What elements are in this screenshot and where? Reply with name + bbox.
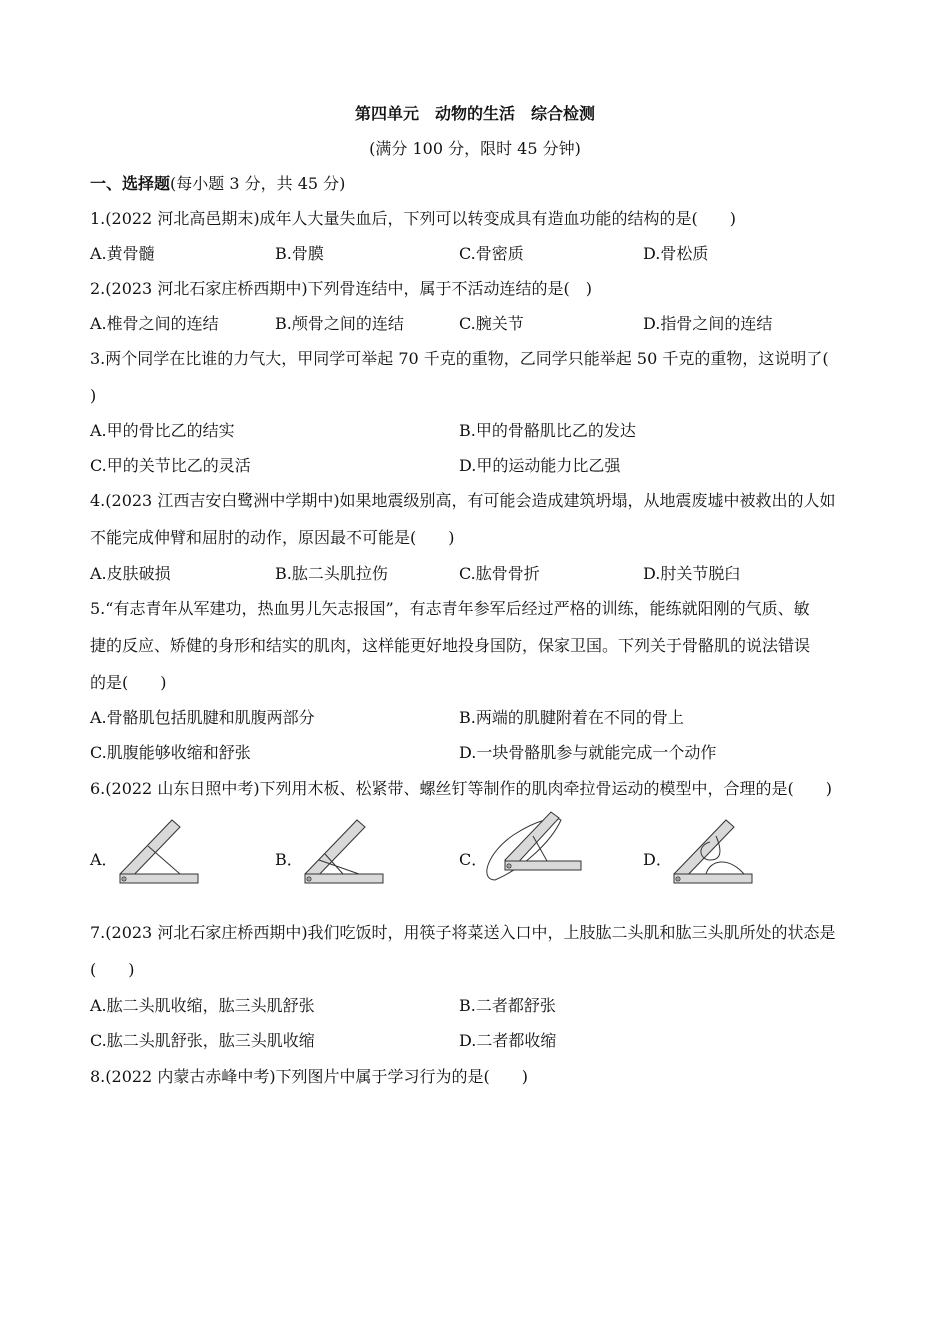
question-7-option-b: B.二者都舒张 bbox=[459, 996, 556, 1015]
question-6-option-b-figure bbox=[297, 816, 389, 890]
question-5-stem-line-3: 的是( ) bbox=[90, 673, 167, 692]
question-6-option-a-label: A． bbox=[90, 850, 118, 869]
section-note: (每小题 3 分，共 45 分) bbox=[170, 174, 346, 193]
question-4-option-d: D.肘关节脱臼 bbox=[643, 564, 741, 583]
question-5-option-b: B.两端的肌腱附着在不同的骨上 bbox=[459, 708, 684, 727]
question-7-stem-line-2: ( ) bbox=[90, 960, 135, 979]
question-6-stem: 6.(2022 山东日照中考)下列用木板、松紧带、螺丝钉等制作的肌肉牵拉骨运动的模型中，合理的是( ) bbox=[90, 779, 833, 798]
question-3-stem-line-2: ) bbox=[90, 386, 97, 405]
question-6-option-c-figure bbox=[481, 806, 587, 890]
question-7-option-c: C.肱二头肌舒张，肱三头肌收缩 bbox=[90, 1031, 315, 1050]
question-6-option-b-label: B． bbox=[275, 850, 303, 869]
question-1-stem: 1.(2022 河北高邑期末)成年人大量失血后，下列可以转变成具有造血功能的结构的是( ) bbox=[90, 209, 737, 228]
question-8-stem: 8.(2022 内蒙古赤峰中考)下列图片中属于学习行为的是( ) bbox=[90, 1067, 529, 1086]
question-6-option-d-label: D． bbox=[643, 850, 672, 869]
question-5-stem-line-1: 5.“有志青年从军建功，热血男儿矢志报国”，有志青年参军后经过严格的训练，能练就阳刚的气质、敏 bbox=[90, 599, 810, 618]
question-1-option-c: C.骨密质 bbox=[459, 244, 524, 263]
question-1-option-a: A.黄骨髓 bbox=[90, 244, 155, 263]
question-7-option-d: D.二者都收缩 bbox=[459, 1031, 557, 1050]
question-2-option-a: A.椎骨之间的连结 bbox=[90, 314, 219, 333]
question-5-option-c: C.肌腹能够收缩和舒张 bbox=[90, 743, 251, 762]
question-4-option-c: C.肱骨骨折 bbox=[459, 564, 540, 583]
question-6-option-a-figure bbox=[112, 816, 204, 890]
page-subtitle: (满分 100 分，限时 45 分钟) bbox=[369, 139, 581, 158]
question-4-option-a: A.皮肤破损 bbox=[90, 564, 171, 583]
question-5-option-a: A.骨骼肌包括肌腱和肌腹两部分 bbox=[90, 708, 315, 727]
question-2-option-d: D.指骨之间的连结 bbox=[643, 314, 773, 333]
question-6-option-d-figure bbox=[666, 816, 758, 890]
question-7-stem-line-1: 7.(2023 河北石家庄桥西期中)我们吃饭时，用筷子将菜送入口中，上肢肱二头肌和肱三头肌所处的状态是 bbox=[90, 923, 836, 942]
question-4-stem-line-2: 不能完成伸臂和屈肘的动作，原因最不可能是( ) bbox=[90, 528, 455, 547]
question-2-stem: 2.(2023 河北石家庄桥西期中)下列骨连结中，属于不活动连结的是( ) bbox=[90, 279, 593, 298]
question-3-option-b: B.甲的骨骼肌比乙的发达 bbox=[459, 421, 636, 440]
page-title: 第四单元 动物的生活 综合检测 bbox=[354, 104, 595, 123]
question-5-stem-line-2: 捷的反应、矫健的身形和结实的肌肉，这样能更好地投身国防，保家卫国。下列关于骨骼肌的说法错误 bbox=[90, 636, 811, 655]
question-6-option-c-label: C． bbox=[459, 850, 488, 869]
question-7-option-a: A.肱二头肌收缩，肱三头肌舒张 bbox=[90, 996, 315, 1015]
question-3-option-c: C.甲的关节比乙的灵活 bbox=[90, 456, 251, 475]
section-title: 一、选择题 bbox=[90, 174, 171, 193]
question-2-option-c: C.腕关节 bbox=[459, 314, 524, 333]
question-1-option-b: B.骨膜 bbox=[275, 244, 324, 263]
question-3-stem-line-1: 3.两个同学在比谁的力气大，甲同学可举起 70 千克的重物，乙同学只能举起 50 千克的重物，这说明了( bbox=[90, 349, 829, 368]
question-3-option-a: A.甲的骨比乙的结实 bbox=[90, 421, 235, 440]
question-4-stem-line-1: 4.(2023 江西吉安白鹭洲中学期中)如果地震级别高，有可能会造成建筑坍塌，从地震废墟中被救出的人如 bbox=[90, 491, 836, 510]
question-1-option-d: D.骨松质 bbox=[643, 244, 709, 263]
question-4-option-b: B.肱二头肌拉伤 bbox=[275, 564, 388, 583]
question-5-option-d: D.一块骨骼肌参与就能完成一个动作 bbox=[459, 743, 717, 762]
section-heading bbox=[90, 174, 345, 194]
question-2-option-b: B.颅骨之间的连结 bbox=[275, 314, 404, 333]
question-3-option-d: D.甲的运动能力比乙强 bbox=[459, 456, 621, 475]
